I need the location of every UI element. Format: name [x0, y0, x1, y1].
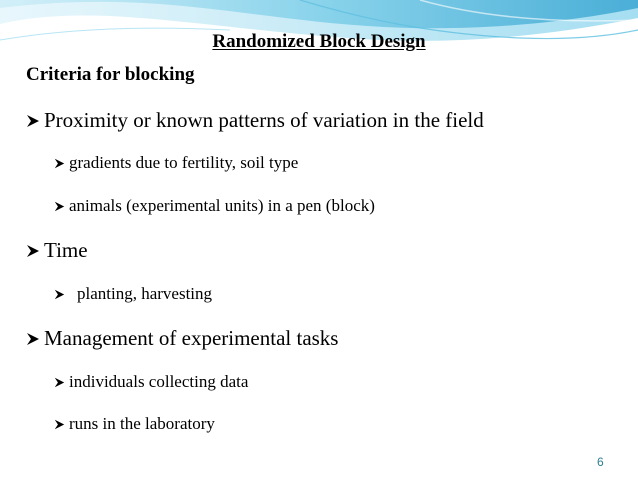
sub-bullet-planting: [54, 284, 212, 304]
arrow-bullet-icon: [54, 289, 65, 300]
slide-title: Randomized Block Design: [212, 31, 426, 52]
arrow-bullet-icon: [54, 419, 65, 430]
bullet-text: gradients due to fertility, soil type: [69, 153, 299, 172]
bullet-text: Management of experimental tasks: [44, 326, 339, 350]
sub-bullet-individuals: [54, 372, 248, 392]
arrow-bullet-icon: [26, 332, 40, 346]
arrow-bullet-icon: [26, 244, 40, 258]
sub-bullet-animals: [54, 196, 375, 216]
bullet-text: Proximity or known patterns of variation in the field: [44, 108, 484, 132]
bullet-time: [26, 238, 88, 263]
arrow-bullet-icon: [54, 377, 65, 388]
bullet-text: planting, harvesting: [77, 284, 213, 303]
bullet-text: individuals collecting data: [69, 372, 249, 391]
arrow-bullet-icon: [54, 201, 65, 212]
bullet-management: [26, 326, 338, 351]
bullet-text: Time: [44, 238, 88, 262]
sub-bullet-gradients: [54, 153, 298, 173]
arrow-bullet-icon: [26, 114, 40, 128]
sub-bullet-runs: [54, 414, 215, 434]
bullet-text: runs in the laboratory: [69, 414, 215, 433]
slide-subtitle: Criteria for blocking: [26, 64, 195, 85]
bullet-proximity: [26, 108, 484, 133]
arrow-bullet-icon: [54, 158, 65, 169]
bullet-text: animals (experimental units) in a pen (block): [69, 196, 375, 215]
page-number: 6: [597, 455, 604, 469]
